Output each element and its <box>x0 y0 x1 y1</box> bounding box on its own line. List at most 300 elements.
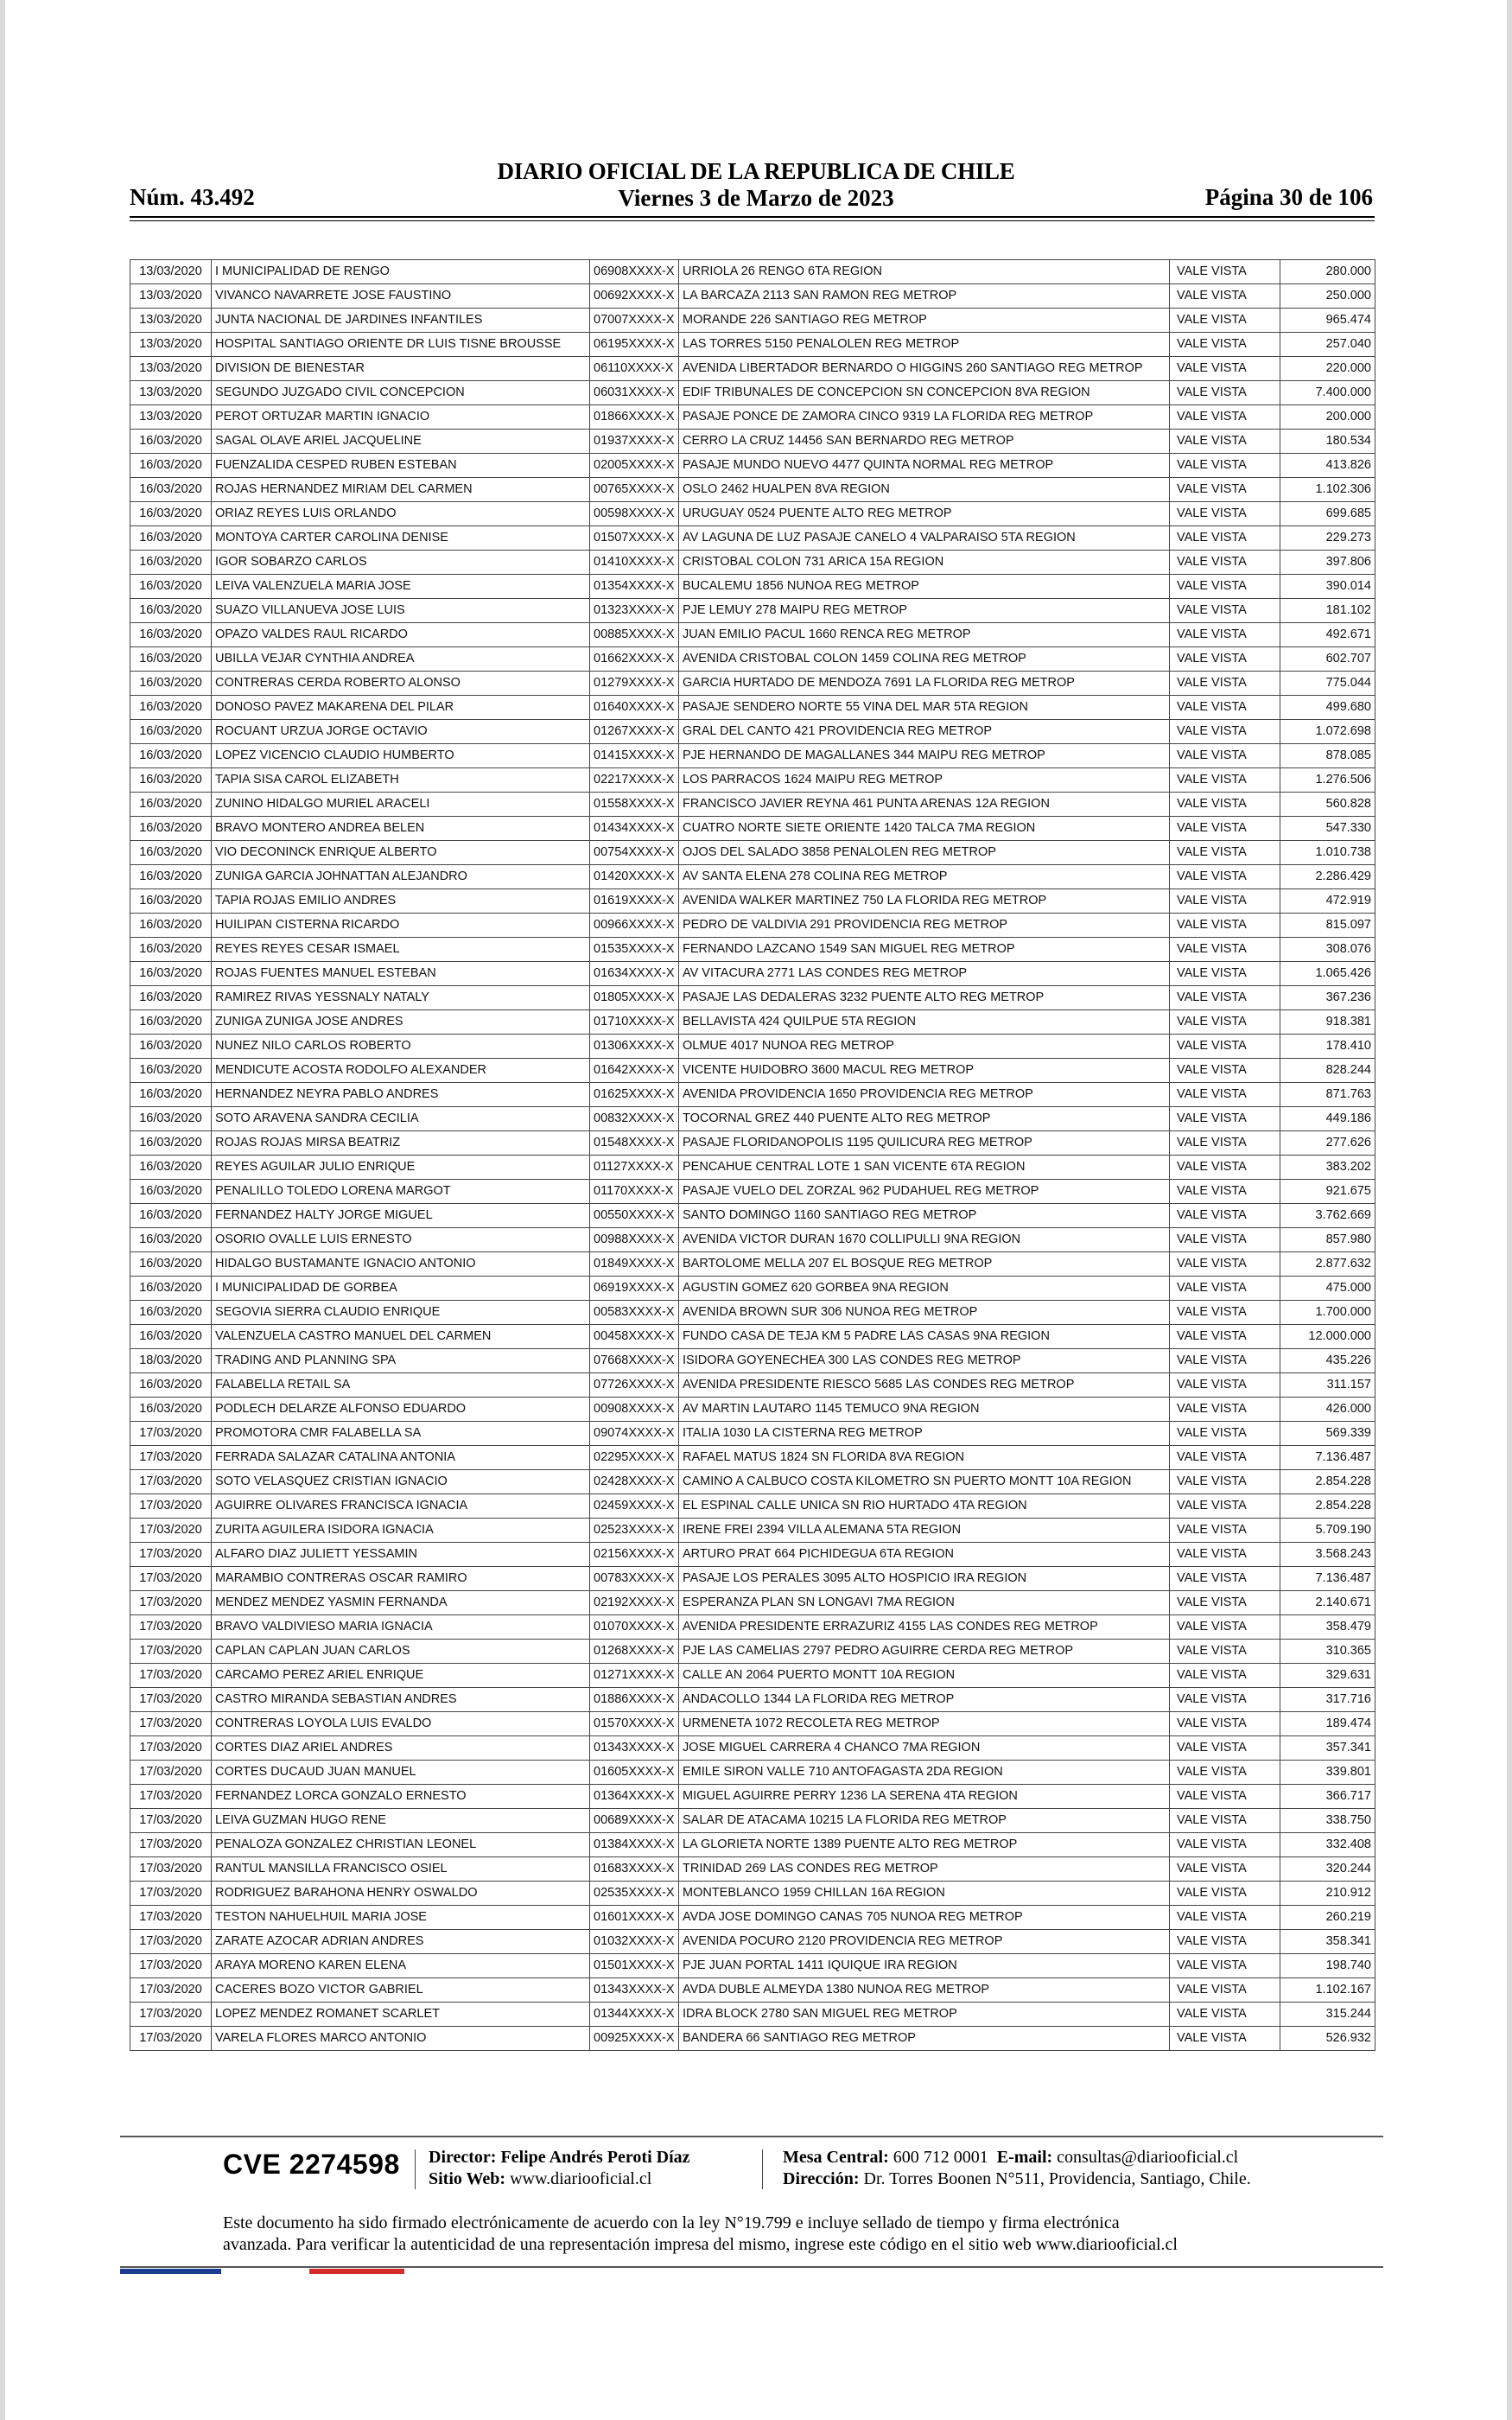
date-cell: 16/03/2020 <box>130 744 212 768</box>
rut-cell: 01710XXXX-X <box>590 1010 679 1035</box>
name-cell: NUNEZ NILO CARLOS ROBERTO <box>212 1035 590 1059</box>
amount-cell: 499.680 <box>1280 696 1375 720</box>
table-row <box>130 1978 1375 2003</box>
type-cell: VALE VISTA <box>1170 1978 1280 2003</box>
name-cell: SUAZO VILLANUEVA JOSE LUIS <box>212 599 590 623</box>
table-row <box>130 1373 1375 1398</box>
amount-cell: 311.157 <box>1280 1373 1375 1398</box>
table-row <box>130 1954 1375 1978</box>
name-cell: FERNANDEZ LORCA GONZALO ERNESTO <box>212 1785 590 1809</box>
name-cell: JUNTA NACIONAL DE JARDINES INFANTILES <box>212 309 590 333</box>
rut-cell: 01570XXXX-X <box>590 1712 679 1736</box>
amount-cell: 366.717 <box>1280 1785 1375 1809</box>
address-cell: PASAJE LOS PERALES 3095 ALTO HOSPICIO IRA REGION <box>679 1567 1170 1591</box>
type-cell: VALE VISTA <box>1170 1640 1280 1664</box>
address-cell: ESPERANZA PLAN SN LONGAVI 7MA REGION <box>679 1591 1170 1615</box>
amount-cell: 2.286.429 <box>1280 865 1375 889</box>
amount-cell: 260.219 <box>1280 1906 1375 1930</box>
table-row <box>130 502 1375 526</box>
address-cell: TOCORNAL GREZ 440 PUENTE ALTO REG METROP <box>679 1107 1170 1131</box>
address-cell: PASAJE SENDERO NORTE 55 VINA DEL MAR 5TA REGION <box>679 696 1170 720</box>
rut-cell: 09074XXXX-X <box>590 1422 679 1446</box>
table-row <box>130 1833 1375 1857</box>
amount-cell: 1.072.698 <box>1280 720 1375 744</box>
table-row <box>130 962 1375 986</box>
name-cell: ALFARO DIAZ JULIETT YESSAMIN <box>212 1543 590 1567</box>
address-cell: FUNDO CASA DE TEJA KM 5 PADRE LAS CASAS 9NA REGION <box>679 1325 1170 1349</box>
table-row <box>130 1422 1375 1446</box>
name-cell: CASTRO MIRANDA SEBASTIAN ANDRES <box>212 1688 590 1712</box>
address-cell: MORANDE 226 SANTIAGO REG METROP <box>679 309 1170 333</box>
type-cell: VALE VISTA <box>1170 1010 1280 1035</box>
table-row <box>130 1059 1375 1083</box>
amount-cell: 1.010.738 <box>1280 841 1375 865</box>
amount-cell: 699.685 <box>1280 502 1375 526</box>
amount-cell: 475.000 <box>1280 1277 1375 1301</box>
signature-notice <box>223 2213 1346 2256</box>
date-cell: 17/03/2020 <box>130 1833 212 1857</box>
date-cell: 16/03/2020 <box>130 1252 212 1277</box>
date-cell: 17/03/2020 <box>130 2003 212 2027</box>
date-cell: 16/03/2020 <box>130 478 212 502</box>
amount-cell: 358.341 <box>1280 1930 1375 1954</box>
amount-cell: 220.000 <box>1280 357 1375 381</box>
table-row <box>130 1228 1375 1252</box>
table-row <box>130 889 1375 914</box>
name-cell: ZARATE AZOCAR ADRIAN ANDRES <box>212 1930 590 1954</box>
address-cell: ITALIA 1030 LA CISTERNA REG METROP <box>679 1422 1170 1446</box>
date-cell: 16/03/2020 <box>130 1325 212 1349</box>
type-cell: VALE VISTA <box>1170 744 1280 768</box>
date-cell: 13/03/2020 <box>130 405 212 430</box>
amount-cell: 426.000 <box>1280 1398 1375 1422</box>
type-cell: VALE VISTA <box>1170 1882 1280 1906</box>
name-cell: PROMOTORA CMR FALABELLA SA <box>212 1422 590 1446</box>
address-cell: RAFAEL MATUS 1824 SN FLORIDA 8VA REGION <box>679 1446 1170 1470</box>
address-cell: URMENETA 1072 RECOLETA REG METROP <box>679 1712 1170 1736</box>
rut-cell: 01271XXXX-X <box>590 1664 679 1688</box>
amount-cell: 308.076 <box>1280 938 1375 962</box>
type-cell: VALE VISTA <box>1170 1204 1280 1228</box>
rut-cell: 01170XXXX-X <box>590 1180 679 1204</box>
date-cell: 17/03/2020 <box>130 1785 212 1809</box>
type-cell: VALE VISTA <box>1170 2003 1280 2027</box>
type-cell: VALE VISTA <box>1170 526 1280 551</box>
name-cell: ROCUANT URZUA JORGE OCTAVIO <box>212 720 590 744</box>
table-row <box>130 260 1375 284</box>
flag-stripe-red <box>309 2269 404 2274</box>
address-cell: EL ESPINAL CALLE UNICA SN RIO HURTADO 4TA REGION <box>679 1494 1170 1519</box>
date-cell: 17/03/2020 <box>130 1761 212 1785</box>
table-row <box>130 986 1375 1010</box>
date-cell: 16/03/2020 <box>130 1083 212 1107</box>
type-cell: VALE VISTA <box>1170 551 1280 575</box>
type-cell: VALE VISTA <box>1170 260 1280 284</box>
address-cell: AV SANTA ELENA 278 COLINA REG METROP <box>679 865 1170 889</box>
address-cell: GRAL DEL CANTO 421 PROVIDENCIA REG METROP <box>679 720 1170 744</box>
amount-cell: 828.244 <box>1280 1059 1375 1083</box>
rut-cell: 06031XXXX-X <box>590 381 679 405</box>
address-cell: SANTO DOMINGO 1160 SANTIAGO REG METROP <box>679 1204 1170 1228</box>
name-cell: I MUNICIPALIDAD DE GORBEA <box>212 1277 590 1301</box>
type-cell: VALE VISTA <box>1170 1373 1280 1398</box>
date-cell: 17/03/2020 <box>130 1809 212 1833</box>
amount-cell: 367.236 <box>1280 986 1375 1010</box>
rut-cell: 06908XXXX-X <box>590 260 679 284</box>
date-cell: 16/03/2020 <box>130 865 212 889</box>
name-cell: MENDEZ MENDEZ YASMIN FERNANDA <box>212 1591 590 1615</box>
name-cell: SAGAL OLAVE ARIEL JACQUELINE <box>212 430 590 454</box>
rut-cell: 01420XXXX-X <box>590 865 679 889</box>
rut-cell: 00908XXXX-X <box>590 1398 679 1422</box>
table-row <box>130 744 1375 768</box>
name-cell: IGOR SOBARZO CARLOS <box>212 551 590 575</box>
name-cell: LEIVA VALENZUELA MARIA JOSE <box>212 575 590 599</box>
address-cell: IRENE FREI 2394 VILLA ALEMANA 5TA REGION <box>679 1519 1170 1543</box>
address-cell: AV LAGUNA DE LUZ PASAJE CANELO 4 VALPARAISO 5TA REGION <box>679 526 1170 551</box>
date-cell: 16/03/2020 <box>130 454 212 478</box>
amount-cell: 7.136.487 <box>1280 1567 1375 1591</box>
type-cell: VALE VISTA <box>1170 1035 1280 1059</box>
address-cell: AGUSTIN GOMEZ 620 GORBEA 9NA REGION <box>679 1277 1170 1301</box>
date-cell: 17/03/2020 <box>130 2027 212 2051</box>
table-row <box>130 865 1375 889</box>
rut-cell: 02523XXXX-X <box>590 1519 679 1543</box>
type-cell: VALE VISTA <box>1170 1398 1280 1422</box>
type-cell: VALE VISTA <box>1170 720 1280 744</box>
rut-cell: 06919XXXX-X <box>590 1277 679 1301</box>
type-cell: VALE VISTA <box>1170 1809 1280 1833</box>
type-cell: VALE VISTA <box>1170 865 1280 889</box>
table-row <box>130 1277 1375 1301</box>
type-cell: VALE VISTA <box>1170 1761 1280 1785</box>
table-row <box>130 1761 1375 1785</box>
amount-cell: 277.626 <box>1280 1131 1375 1156</box>
rut-cell: 01937XXXX-X <box>590 430 679 454</box>
table-row <box>130 1301 1375 1325</box>
date-cell: 17/03/2020 <box>130 1519 212 1543</box>
records-table-body <box>130 260 1375 2051</box>
date-cell: 16/03/2020 <box>130 526 212 551</box>
amount-cell: 449.186 <box>1280 1107 1375 1131</box>
rut-cell: 01849XXXX-X <box>590 1252 679 1277</box>
address-cell: ARTURO PRAT 664 PICHIDEGUA 6TA REGION <box>679 1543 1170 1567</box>
email-link[interactable]: consultas@diariooficial.cl <box>1057 2148 1239 2167</box>
date-cell: 13/03/2020 <box>130 357 212 381</box>
amount-cell: 1.276.506 <box>1280 768 1375 793</box>
type-cell: VALE VISTA <box>1170 1059 1280 1083</box>
address-cell: OSLO 2462 HUALPEN 8VA REGION <box>679 478 1170 502</box>
name-cell: CONTRERAS LOYOLA LUIS EVALDO <box>212 1712 590 1736</box>
type-cell: VALE VISTA <box>1170 1277 1280 1301</box>
rut-cell: 01501XXXX-X <box>590 1954 679 1978</box>
date-cell: 13/03/2020 <box>130 284 212 309</box>
table-row <box>130 1470 1375 1494</box>
date-cell: 16/03/2020 <box>130 720 212 744</box>
amount-cell: 189.474 <box>1280 1712 1375 1736</box>
amount-cell: 526.932 <box>1280 2027 1375 2051</box>
type-cell: VALE VISTA <box>1170 962 1280 986</box>
address-cell: TRINIDAD 269 LAS CONDES REG METROP <box>679 1857 1170 1882</box>
table-row <box>130 357 1375 381</box>
date-cell: 16/03/2020 <box>130 1156 212 1180</box>
amount-cell: 965.474 <box>1280 309 1375 333</box>
rut-cell: 01601XXXX-X <box>590 1906 679 1930</box>
table-row <box>130 841 1375 865</box>
rut-cell: 01384XXXX-X <box>590 1833 679 1857</box>
table-row <box>130 793 1375 817</box>
amount-cell: 310.365 <box>1280 1640 1375 1664</box>
address-cell: OLMUE 4017 NUNOA REG METROP <box>679 1035 1170 1059</box>
table-row <box>130 1688 1375 1712</box>
amount-cell: 1.700.000 <box>1280 1301 1375 1325</box>
mesa-label: Mesa Central: <box>783 2148 889 2167</box>
rut-cell: 01866XXXX-X <box>590 405 679 430</box>
name-cell: MONTOYA CARTER CAROLINA DENISE <box>212 526 590 551</box>
rut-cell: 00966XXXX-X <box>590 914 679 938</box>
rut-cell: 01410XXXX-X <box>590 551 679 575</box>
type-cell: VALE VISTA <box>1170 889 1280 914</box>
rut-cell: 02156XXXX-X <box>590 1543 679 1567</box>
table-row <box>130 1543 1375 1567</box>
rut-cell: 01267XXXX-X <box>590 720 679 744</box>
type-cell: VALE VISTA <box>1170 696 1280 720</box>
name-cell: TAPIA ROJAS EMILIO ANDRES <box>212 889 590 914</box>
table-row <box>130 1010 1375 1035</box>
amount-cell: 329.631 <box>1280 1664 1375 1688</box>
table-row <box>130 1664 1375 1688</box>
date-cell: 17/03/2020 <box>130 1640 212 1664</box>
type-cell: VALE VISTA <box>1170 575 1280 599</box>
web-label: Sitio Web: <box>429 2169 506 2188</box>
address-cell: AV VITACURA 2771 LAS CONDES REG METROP <box>679 962 1170 986</box>
address-cell: PASAJE LAS DEDALERAS 3232 PUENTE ALTO REG METROP <box>679 986 1170 1010</box>
rut-cell: 00458XXXX-X <box>590 1325 679 1349</box>
table-row <box>130 599 1375 623</box>
rut-cell: 01344XXXX-X <box>590 2003 679 2027</box>
address-cell: AV MARTIN LAUTARO 1145 TEMUCO 9NA REGION <box>679 1398 1170 1422</box>
rut-cell: 01343XXXX-X <box>590 1736 679 1761</box>
table-row <box>130 1131 1375 1156</box>
amount-cell: 435.226 <box>1280 1349 1375 1373</box>
type-cell: VALE VISTA <box>1170 1736 1280 1761</box>
address-cell: AVENIDA PROVIDENCIA 1650 PROVIDENCIA REG METROP <box>679 1083 1170 1107</box>
name-cell: BRAVO MONTERO ANDREA BELEN <box>212 817 590 841</box>
table-row <box>130 551 1375 575</box>
rut-cell: 07726XXXX-X <box>590 1373 679 1398</box>
web-link[interactable]: www.diariooficial.cl <box>510 2169 652 2188</box>
type-cell: VALE VISTA <box>1170 1519 1280 1543</box>
date-cell: 16/03/2020 <box>130 1010 212 1035</box>
amount-cell: 358.479 <box>1280 1615 1375 1640</box>
type-cell: VALE VISTA <box>1170 1180 1280 1204</box>
date-cell: 17/03/2020 <box>130 1664 212 1688</box>
type-cell: VALE VISTA <box>1170 1228 1280 1252</box>
type-cell: VALE VISTA <box>1170 1954 1280 1978</box>
amount-cell: 200.000 <box>1280 405 1375 430</box>
name-cell: ARAYA MORENO KAREN ELENA <box>212 1954 590 1978</box>
footer-divider <box>762 2149 763 2189</box>
type-cell: VALE VISTA <box>1170 938 1280 962</box>
date-cell: 16/03/2020 <box>130 647 212 672</box>
date-cell: 16/03/2020 <box>130 1131 212 1156</box>
address-cell: PASAJE VUELO DEL ZORZAL 962 PUDAHUEL REG METROP <box>679 1180 1170 1204</box>
amount-cell: 871.763 <box>1280 1083 1375 1107</box>
rut-cell: 00783XXXX-X <box>590 1567 679 1591</box>
name-cell: I MUNICIPALIDAD DE RENGO <box>212 260 590 284</box>
rut-cell: 01507XXXX-X <box>590 526 679 551</box>
amount-cell: 1.102.167 <box>1280 1978 1375 2003</box>
address-cell: CERRO LA CRUZ 14456 SAN BERNARDO REG METROP <box>679 430 1170 454</box>
rut-cell: 01032XXXX-X <box>590 1930 679 1954</box>
rut-cell: 02428XXXX-X <box>590 1470 679 1494</box>
type-cell: VALE VISTA <box>1170 1591 1280 1615</box>
amount-cell: 180.534 <box>1280 430 1375 454</box>
amount-cell: 602.707 <box>1280 647 1375 672</box>
name-cell: HOSPITAL SANTIAGO ORIENTE DR LUIS TISNE BROUSSE <box>212 333 590 357</box>
date-cell: 17/03/2020 <box>130 1494 212 1519</box>
type-cell: VALE VISTA <box>1170 1325 1280 1349</box>
name-cell: VARELA FLORES MARCO ANTONIO <box>212 2027 590 2051</box>
address-cell: CUATRO NORTE SIETE ORIENTE 1420 TALCA 7MA REGION <box>679 817 1170 841</box>
rut-cell: 01323XXXX-X <box>590 599 679 623</box>
amount-cell: 492.671 <box>1280 623 1375 647</box>
address-cell: JUAN EMILIO PACUL 1660 RENCA REG METROP <box>679 623 1170 647</box>
type-cell: VALE VISTA <box>1170 1349 1280 1373</box>
type-cell: VALE VISTA <box>1170 623 1280 647</box>
rut-cell: 02217XXXX-X <box>590 768 679 793</box>
type-cell: VALE VISTA <box>1170 1615 1280 1640</box>
amount-cell: 397.806 <box>1280 551 1375 575</box>
rut-cell: 06110XXXX-X <box>590 357 679 381</box>
name-cell: HUILIPAN CISTERNA RICARDO <box>212 914 590 938</box>
type-cell: VALE VISTA <box>1170 1422 1280 1446</box>
table-row <box>130 381 1375 405</box>
rut-cell: 00765XXXX-X <box>590 478 679 502</box>
director-name: Felipe Andrés Peroti Díaz <box>500 2148 690 2167</box>
name-cell: ZUNINO HIDALGO MURIEL ARACELI <box>212 793 590 817</box>
page-number: Página 30 de 106 <box>1204 184 1373 210</box>
table-row <box>130 672 1375 696</box>
address-cell: EDIF TRIBUNALES DE CONCEPCION SN CONCEPCION 8VA REGION <box>679 381 1170 405</box>
date-cell: 17/03/2020 <box>130 1712 212 1736</box>
type-cell: VALE VISTA <box>1170 1083 1280 1107</box>
date-cell: 16/03/2020 <box>130 817 212 841</box>
amount-cell: 338.750 <box>1280 1809 1375 1833</box>
type-cell: VALE VISTA <box>1170 309 1280 333</box>
address-cell: BANDERA 66 SANTIAGO REG METROP <box>679 2027 1170 2051</box>
name-cell: SEGOVIA SIERRA CLAUDIO ENRIQUE <box>212 1301 590 1325</box>
date-cell: 16/03/2020 <box>130 793 212 817</box>
amount-cell: 815.097 <box>1280 914 1375 938</box>
address-cell: BARTOLOME MELLA 207 EL BOSQUE REG METROP <box>679 1252 1170 1277</box>
date-cell: 17/03/2020 <box>130 1470 212 1494</box>
address-cell: AVENIDA BROWN SUR 306 NUNOA REG METROP <box>679 1301 1170 1325</box>
type-cell: VALE VISTA <box>1170 599 1280 623</box>
date-cell: 17/03/2020 <box>130 1882 212 1906</box>
date-cell: 17/03/2020 <box>130 1736 212 1761</box>
issue-number: Núm. 43.492 <box>130 184 255 210</box>
address-cell: PEDRO DE VALDIVIA 291 PROVIDENCIA REG METROP <box>679 914 1170 938</box>
name-cell: ZURITA AGUILERA ISIDORA IGNACIA <box>212 1519 590 1543</box>
address-cell: MIGUEL AGUIRRE PERRY 1236 LA SERENA 4TA REGION <box>679 1785 1170 1809</box>
table-row <box>130 1107 1375 1131</box>
amount-cell: 3.568.243 <box>1280 1543 1375 1567</box>
date-cell: 16/03/2020 <box>130 1059 212 1083</box>
amount-cell: 317.716 <box>1280 1688 1375 1712</box>
table-row <box>130 478 1375 502</box>
name-cell: HIDALGO BUSTAMANTE IGNACIO ANTONIO <box>212 1252 590 1277</box>
amount-cell: 178.410 <box>1280 1035 1375 1059</box>
amount-cell: 775.044 <box>1280 672 1375 696</box>
table-row <box>130 1180 1375 1204</box>
amount-cell: 1.102.306 <box>1280 478 1375 502</box>
type-cell: VALE VISTA <box>1170 284 1280 309</box>
rut-cell: 01354XXXX-X <box>590 575 679 599</box>
rut-cell: 01535XXXX-X <box>590 938 679 962</box>
table-row <box>130 333 1375 357</box>
type-cell: VALE VISTA <box>1170 1543 1280 1567</box>
table-row <box>130 1519 1375 1543</box>
address-cell: BUCALEMU 1856 NUNOA REG METROP <box>679 575 1170 599</box>
type-cell: VALE VISTA <box>1170 1906 1280 1930</box>
name-cell: DIVISION DE BIENESTAR <box>212 357 590 381</box>
table-row <box>130 938 1375 962</box>
date-cell: 16/03/2020 <box>130 1301 212 1325</box>
rut-cell: 02535XXXX-X <box>590 1882 679 1906</box>
name-cell: CONTRERAS CERDA ROBERTO ALONSO <box>212 672 590 696</box>
address-cell: PJE LEMUY 278 MAIPU REG METROP <box>679 599 1170 623</box>
table-row <box>130 1349 1375 1373</box>
rut-cell: 01642XXXX-X <box>590 1059 679 1083</box>
table-row <box>130 430 1375 454</box>
amount-cell: 560.828 <box>1280 793 1375 817</box>
rut-cell: 00583XXXX-X <box>590 1301 679 1325</box>
address-cell: AVENIDA CRISTOBAL COLON 1459 COLINA REG METROP <box>679 647 1170 672</box>
name-cell: RODRIGUEZ BARAHONA HENRY OSWALDO <box>212 1882 590 1906</box>
name-cell: FUENZALIDA CESPED RUBEN ESTEBAN <box>212 454 590 478</box>
date-cell: 17/03/2020 <box>130 1567 212 1591</box>
address-cell: FERNANDO LAZCANO 1549 SAN MIGUEL REG METROP <box>679 938 1170 962</box>
date-cell: 16/03/2020 <box>130 1035 212 1059</box>
rut-cell: 01415XXXX-X <box>590 744 679 768</box>
name-cell: LEIVA GUZMAN HUGO RENE <box>212 1809 590 1833</box>
address-cell: EMILE SIRON VALLE 710 ANTOFAGASTA 2DA REGION <box>679 1761 1170 1785</box>
address-cell: ANDACOLLO 1344 LA FLORIDA REG METROP <box>679 1688 1170 1712</box>
type-cell: VALE VISTA <box>1170 1470 1280 1494</box>
name-cell: MENDICUTE ACOSTA RODOLFO ALEXANDER <box>212 1059 590 1083</box>
type-cell: VALE VISTA <box>1170 1567 1280 1591</box>
name-cell: FERRADA SALAZAR CATALINA ANTONIA <box>212 1446 590 1470</box>
amount-cell: 383.202 <box>1280 1156 1375 1180</box>
notice-line: avanzada. Para verificar la autenticidad de una representación impresa del mismo, ingrese este código en el sitio web www.diariooficial.cl <box>223 2235 1178 2254</box>
date-cell: 17/03/2020 <box>130 1615 212 1640</box>
rut-cell: 00689XXXX-X <box>590 1809 679 1833</box>
address-cell: AVENIDA LIBERTADOR BERNARDO O HIGGINS 260 SANTIAGO REG METROP <box>679 357 1170 381</box>
type-cell: VALE VISTA <box>1170 502 1280 526</box>
amount-cell: 472.919 <box>1280 889 1375 914</box>
rut-cell: 01683XXXX-X <box>590 1857 679 1882</box>
rut-cell: 02459XXXX-X <box>590 1494 679 1519</box>
date-cell: 16/03/2020 <box>130 768 212 793</box>
date-cell: 13/03/2020 <box>130 260 212 284</box>
name-cell: OSORIO OVALLE LUIS ERNESTO <box>212 1228 590 1252</box>
address-cell: PASAJE FLORIDANOPOLIS 1195 QUILICURA REG METROP <box>679 1131 1170 1156</box>
date-cell: 16/03/2020 <box>130 575 212 599</box>
amount-cell: 878.085 <box>1280 744 1375 768</box>
table-row <box>130 309 1375 333</box>
address-cell: PJE HERNANDO DE MAGALLANES 344 MAIPU REG METROP <box>679 744 1170 768</box>
